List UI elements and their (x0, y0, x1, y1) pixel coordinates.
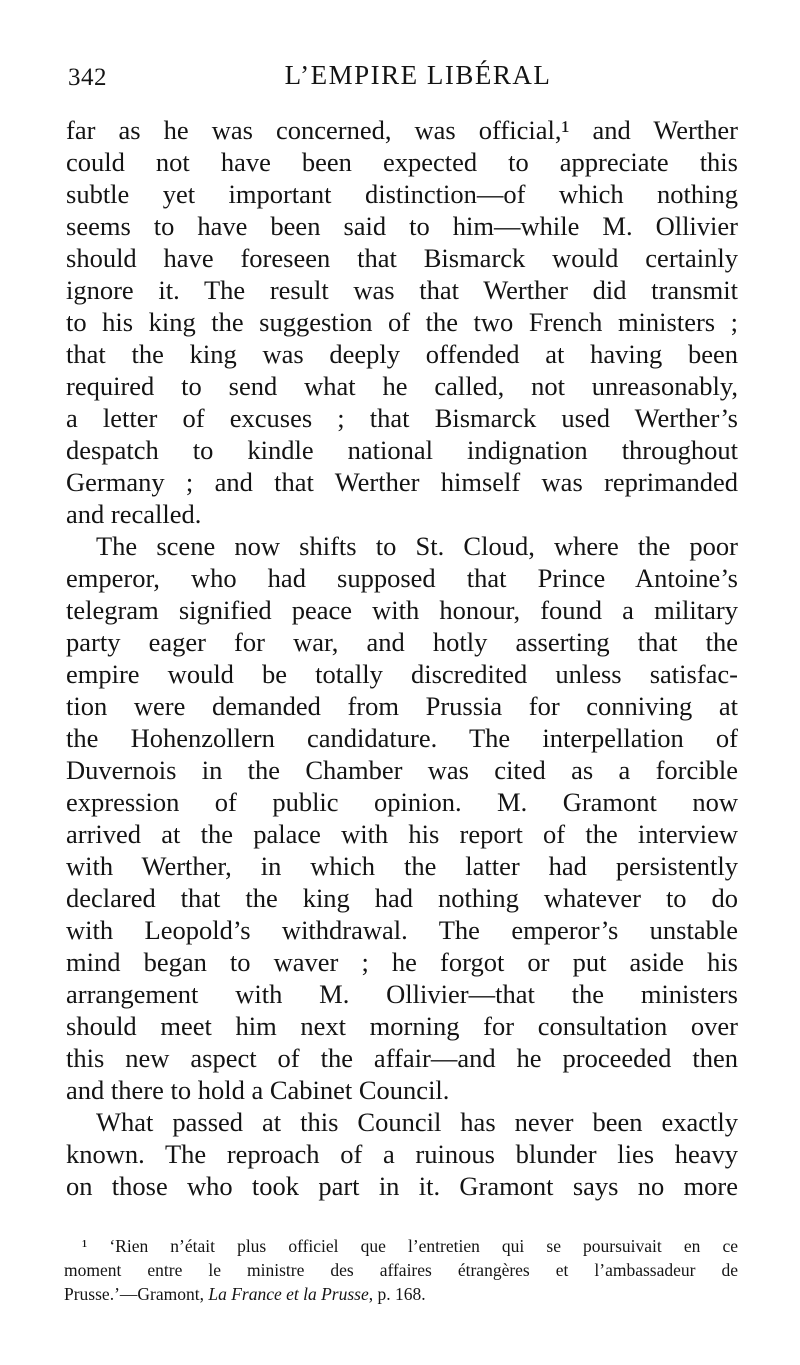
footnote-citation: Prusse.’—Gramont, (64, 1284, 209, 1304)
text-line: this new aspect of the affair—and he proceeded then (66, 1043, 738, 1073)
text-line: subtle yet important distinction—of which nothing (66, 179, 738, 209)
text-line: could not have been expected to appreciate this (66, 147, 738, 177)
text-line: Germany ; and that Werther himself was reprimanded (66, 467, 738, 497)
footnote-line: moment entre le ministre des affaires étrangères et l’ambassadeur de (64, 1260, 738, 1280)
text-line: Duvernois in the Chamber was cited as a forcible (66, 755, 738, 785)
text-line: telegram signified peace with honour, found a military (66, 595, 738, 625)
text-line: The scene now shifts to St. Cloud, where the poor (96, 531, 738, 561)
text-line: that the king was deeply offended at having been (66, 339, 738, 369)
text-line: with Leopold’s withdrawal. The emperor’s unstable (66, 915, 738, 945)
page-header (68, 60, 738, 94)
text-line: party eager for war, and hotly asserting that the (66, 627, 738, 657)
text-line: tion were demanded from Prussia for conniving at (66, 691, 738, 721)
text-line: the Hohenzollern candidature. The interpellation of (66, 723, 738, 753)
text-line: expression of public opinion. M. Gramont now (66, 787, 738, 817)
text-line: declared that the king had nothing whatever to do (66, 883, 738, 913)
body-text (66, 114, 738, 1202)
text-line: and there to hold a Cabinet Council. (66, 1075, 450, 1105)
text-line: should have foreseen that Bismarck would certainly (66, 243, 738, 273)
text-line: known. The reproach of a ruinous blunder lies heavy (66, 1139, 738, 1169)
text-line: seems to have been said to him—while M. Ollivier (66, 211, 738, 241)
text-line: should meet him next morning for consultation over (66, 1011, 738, 1041)
text-line: and recalled. (66, 499, 202, 529)
text-line: empire would be totally discredited unless satisfac- (66, 659, 738, 689)
text-line: required to send what he called, not unreasonably, (66, 371, 738, 401)
running-head: L’EMPIRE LIBÉRAL (284, 60, 552, 90)
text-line: ignore it. The result was that Werther did transmit (66, 275, 738, 305)
text-line: arrived at the palace with his report of the interview (66, 819, 738, 849)
footnote-line: ¹ ‘Rien n’était plus officiel que l’entretien qui se poursuivait en ce (82, 1236, 738, 1256)
text-line: What passed at this Council has never been exactly (96, 1107, 738, 1137)
text-line: a letter of excuses ; that Bismarck used Werther’s (66, 403, 738, 433)
text-line: far as he was concerned, was official,¹ and Werther (66, 115, 738, 145)
text-line: to his king the suggestion of the two French ministers ; (66, 307, 738, 337)
footnote-line (64, 1282, 738, 1306)
text-line: arrangement with M. Ollivier—that the ministers (66, 979, 738, 1009)
text-line: emperor, who had supposed that Prince Antoine’s (66, 563, 738, 593)
text-line: despatch to kindle national indignation throughout (66, 435, 738, 465)
footnote-page-ref: , p. 168. (368, 1284, 426, 1304)
text-line: with Werther, in which the latter had persistently (66, 851, 738, 881)
text-line: on those who took part in it. Gramont says no more (66, 1171, 738, 1201)
footnotes (64, 1234, 738, 1306)
text-line: mind began to waver ; he forgot or put aside his (66, 947, 738, 977)
footnote-book-title: La France et la Prusse (208, 1284, 369, 1304)
page-number: 342 (68, 64, 107, 91)
